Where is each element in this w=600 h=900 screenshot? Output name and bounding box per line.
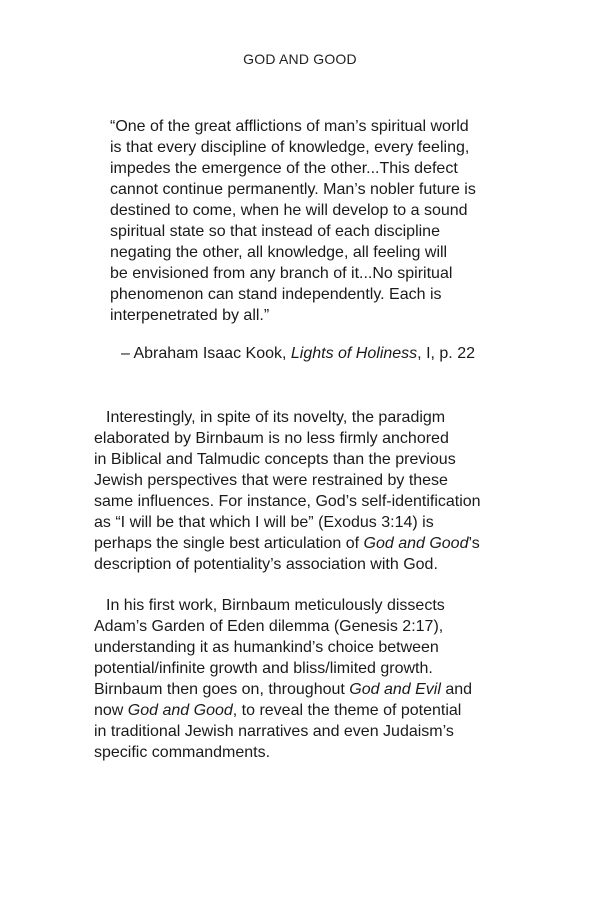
paragraph-text: , to reveal the theme of potential [232,702,462,719]
epigraph-line: be envisioned from any branch of it...No spiritual [110,265,453,282]
paragraph-line: Interestingly, in spite of its novelty, the paradigm [106,409,446,426]
epigraph-line: destined to come, when he will develop to a sound [110,202,468,219]
paragraph-line [94,679,524,700]
body-paragraph-2 [94,595,524,763]
epigraph-line: “One of the great afflictions of man’s spiritual world [110,118,469,135]
epigraph-line: phenomenon can stand independently. Each is [110,286,442,303]
attribution-book-title: Lights of Holiness [290,345,418,362]
paragraph-line: description of potentiality’s association with God. [94,556,438,573]
paragraph-line: understanding it as humankind’s choice between [94,639,439,656]
book-title: God and Evil [349,681,441,698]
paragraph-line: potential/infinite growth and bliss/limited growth. [94,660,433,677]
paragraph-line [94,533,524,554]
paragraph-line: In his first work, Birnbaum meticulously dissects [106,597,445,614]
paragraph-text: and [440,681,473,698]
epigraph-line: is that every discipline of knowledge, every feeling, [110,139,470,156]
body-paragraph-1 [94,407,524,575]
paragraph-text: ’s [468,535,480,552]
epigraph-line: cannot continue permanently. Man’s nobler future is [110,181,476,198]
epigraph-line: spiritual state so that instead of each discipline [110,223,440,240]
attribution-citation: , I, p. 22 [417,345,475,362]
paragraph-text: now [94,702,128,719]
epigraph-line: negating the other, all knowledge, all feeling will [110,244,448,261]
paragraph-text: perhaps the single best articulation of [94,535,364,552]
paragraph-line: as “I will be that which I will be” (Exodus 3:14) is [94,514,434,531]
paragraph-line: specific commandments. [94,744,271,761]
paragraph-line [94,700,524,721]
paragraph-line: Adam’s Garden of Eden dilemma (Genesis 2:17), [94,618,444,635]
paragraph-line: elaborated by Birnbaum is no less firmly anchored [94,430,449,447]
book-title: God and Good [363,535,469,552]
paragraph-text: Birnbaum then goes on, throughout [94,681,350,698]
book-title: God and Good [127,702,233,719]
paragraph-line: in Biblical and Talmudic concepts than the previous [94,451,456,468]
running-head: GOD AND GOOD [243,51,357,67]
epigraph-attribution [121,345,475,363]
paragraph-line: same influences. For instance, God’s self-identification [94,493,481,510]
paragraph-line: in traditional Jewish narratives and even Judaism’s [94,723,454,740]
epigraph-line: impedes the emergence of the other...This defect [110,160,458,177]
epigraph-line: interpenetrated by all.” [110,307,270,324]
attribution-author: – Abraham Isaac Kook, [121,345,291,362]
epigraph-quote [110,116,510,326]
paragraph-line: Jewish perspectives that were restrained by these [94,472,448,489]
